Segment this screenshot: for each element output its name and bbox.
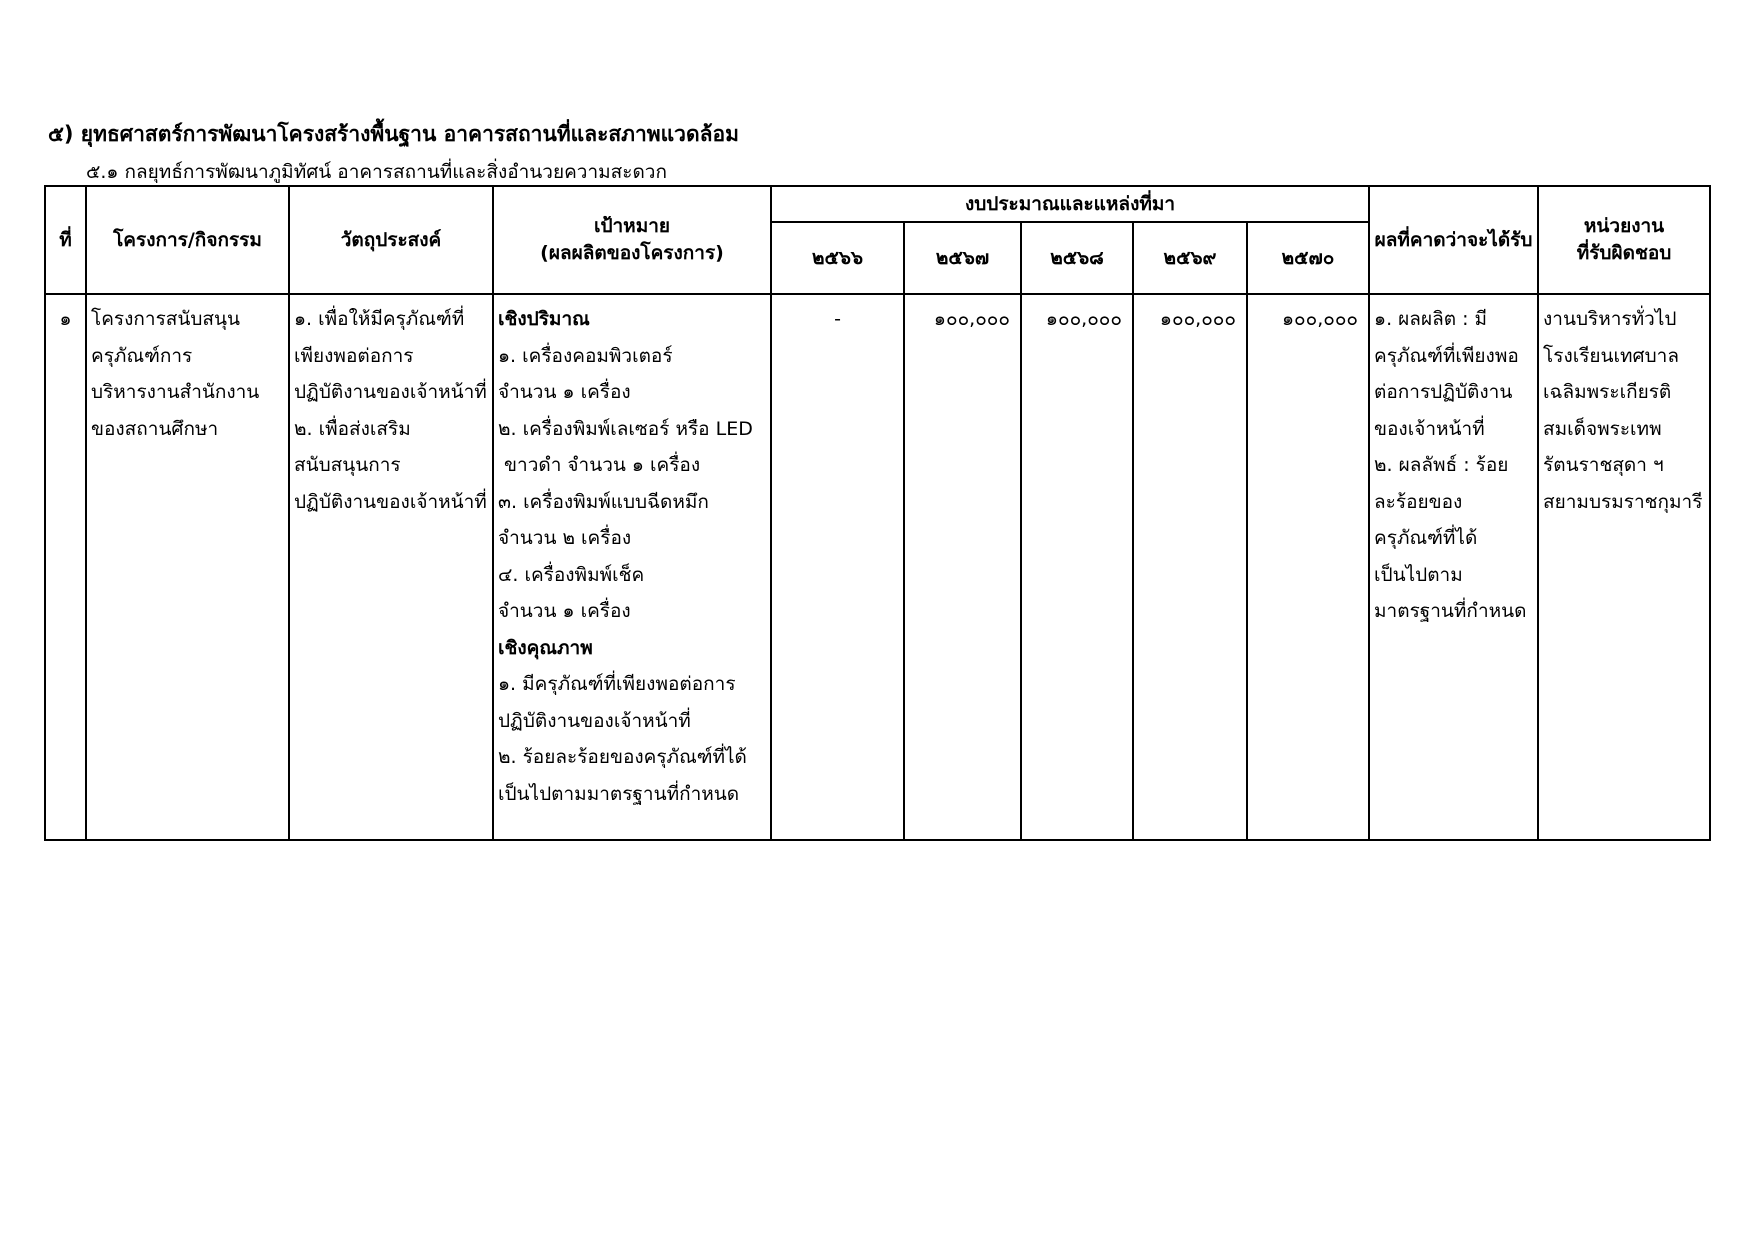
header-objective: วัตถุประสงค์ [289, 186, 493, 294]
project-line: บริหารงานสำนักงาน [91, 381, 260, 403]
agency-line: โรงเรียนเทศบาล [1543, 344, 1679, 367]
cell-budget-2568 [1021, 294, 1133, 840]
quality-title: เชิงคุณภาพ [498, 636, 593, 659]
objective-line: ๑. เพื่อให้มีครุภัณฑ์ที่ [294, 308, 465, 330]
target-line: จำนวน ๒ เครื่อง [498, 527, 632, 549]
budget-value: ๑๐๐,๐๐๐ [933, 308, 1010, 330]
header-year-2566: ๒๕๖๖ [771, 222, 904, 294]
cell-objective [289, 294, 493, 840]
target-line: ๔. เครื่องพิมพ์เช็ค [498, 563, 645, 586]
agency-text [1539, 295, 1709, 520]
cell-budget-2569 [1133, 294, 1247, 840]
expected-line: ของเจ้าหน้าที่ [1374, 417, 1485, 440]
expected-line: มาตรฐานที่กำหนด [1374, 600, 1527, 622]
objective-line: ปฏิบัติงานของเจ้าหน้าที่ [294, 381, 487, 403]
target-line: จำนวน ๑ เครื่อง [498, 600, 631, 622]
cell-budget-2570 [1247, 294, 1369, 840]
header-target [493, 186, 771, 294]
cell-budget-2566 [771, 294, 904, 840]
cell-no [45, 294, 86, 840]
cell-target [493, 294, 771, 840]
project-line: ของสถานศึกษา [91, 417, 219, 440]
project-plan-table [44, 185, 1711, 841]
target-line: จำนวน ๑ เครื่อง [498, 381, 631, 403]
expected-line: ๒. ผลลัพธ์ : ร้อย [1374, 454, 1509, 476]
cell-budget-2567 [904, 294, 1021, 840]
objective-line: ๒. เพื่อส่งเสริม [294, 417, 411, 440]
objective-line: สนับสนุนการ [294, 454, 401, 476]
expected-line: ๑. ผลผลิต : มี [1374, 308, 1488, 330]
header-budget: งบประมาณและแหล่งที่มา [771, 186, 1369, 222]
header-target-line1: เป้าหมาย [593, 215, 671, 238]
cell-expected [1369, 294, 1538, 840]
header-project: โครงการ/กิจกรรม [86, 186, 289, 294]
cell-agency [1538, 294, 1710, 840]
project-text [87, 295, 288, 447]
header-year-2569: ๒๕๖๙ [1133, 222, 1247, 294]
expected-line: ละร้อยของ [1374, 490, 1463, 513]
header-agency-line1: หน่วยงาน [1583, 215, 1665, 238]
row-number: ๑ [59, 308, 72, 330]
header-no: ที่ [45, 186, 86, 294]
expected-line: ต่อการปฏิบัติงาน [1374, 381, 1513, 403]
expected-line: เป็นไปตาม [1374, 563, 1463, 586]
budget-value: ๑๐๐,๐๐๐ [1281, 308, 1359, 330]
target-line: ขาวดำ จำนวน ๑ เครื่อง [498, 454, 701, 476]
target-line: ๑. มีครุภัณฑ์ที่เพียงพอต่อการ [498, 673, 736, 695]
header-row-top [45, 186, 1710, 222]
project-line: ครุภัณฑ์การ [91, 344, 193, 367]
table-row [45, 294, 1710, 840]
agency-line: งานบริหารทั่วไป [1543, 308, 1677, 330]
header-year-2570: ๒๕๗๐ [1247, 222, 1369, 294]
expected-line: ครุภัณฑ์ที่ได้ [1374, 527, 1478, 549]
target-text [494, 295, 770, 812]
target-line: เป็นไปตามมาตรฐานที่กำหนด [498, 782, 740, 805]
target-line: ปฏิบัติงานของเจ้าหน้าที่ [498, 709, 691, 732]
expected-text [1370, 295, 1537, 630]
agency-line: รัตนราชสุดา ฯ [1543, 454, 1664, 476]
header-expected: ผลที่คาดว่าจะได้รับ [1369, 186, 1538, 294]
quantity-title: เชิงปริมาณ [498, 308, 590, 330]
target-line: ๒. เครื่องพิมพ์เลเซอร์ หรือ LED [498, 417, 753, 440]
budget-value: - [834, 308, 841, 330]
cell-project [86, 294, 289, 840]
objective-line: เพียงพอต่อการ [294, 344, 414, 367]
target-line: ๓. เครื่องพิมพ์แบบฉีดหมึก [498, 490, 709, 513]
header-agency-line2: ที่รับผิดชอบ [1576, 242, 1672, 264]
project-line: โครงการสนับสนุน [91, 308, 240, 330]
agency-line: เฉลิมพระเกียรติ [1543, 381, 1672, 403]
header-year-2568: ๒๕๖๘ [1021, 222, 1133, 294]
agency-line: สยามบรมราชกุมารี [1543, 490, 1703, 513]
strategy-subheading: ๕.๑ กลยุทธ์การพัฒนาภูมิทัศน์ อาคารสถานที่และสิ่งอำนวยความสะดวก [86, 161, 667, 183]
agency-line: สมเด็จพระเทพ [1543, 417, 1662, 440]
target-line: ๒. ร้อยละร้อยของครุภัณฑ์ที่ได้ [498, 746, 747, 768]
budget-value: ๑๐๐,๐๐๐ [1159, 308, 1236, 330]
budget-value: ๑๐๐,๐๐๐ [1045, 308, 1122, 330]
expected-line: ครุภัณฑ์ที่เพียงพอ [1374, 344, 1519, 367]
header-year-2567: ๒๕๖๗ [904, 222, 1021, 294]
section-heading: ๕) ยุทธศาสตร์การพัฒนาโครงสร้างพื้นฐาน อาคารสถานที่และสภาพแวดล้อม [48, 122, 739, 146]
objective-line: ปฏิบัติงานของเจ้าหน้าที่ [294, 490, 487, 513]
objective-text [290, 295, 492, 520]
header-agency [1538, 186, 1710, 294]
target-line: ๑. เครื่องคอมพิวเตอร์ [498, 344, 673, 367]
header-target-line2: (ผลผลิตของโครงการ) [540, 242, 724, 264]
